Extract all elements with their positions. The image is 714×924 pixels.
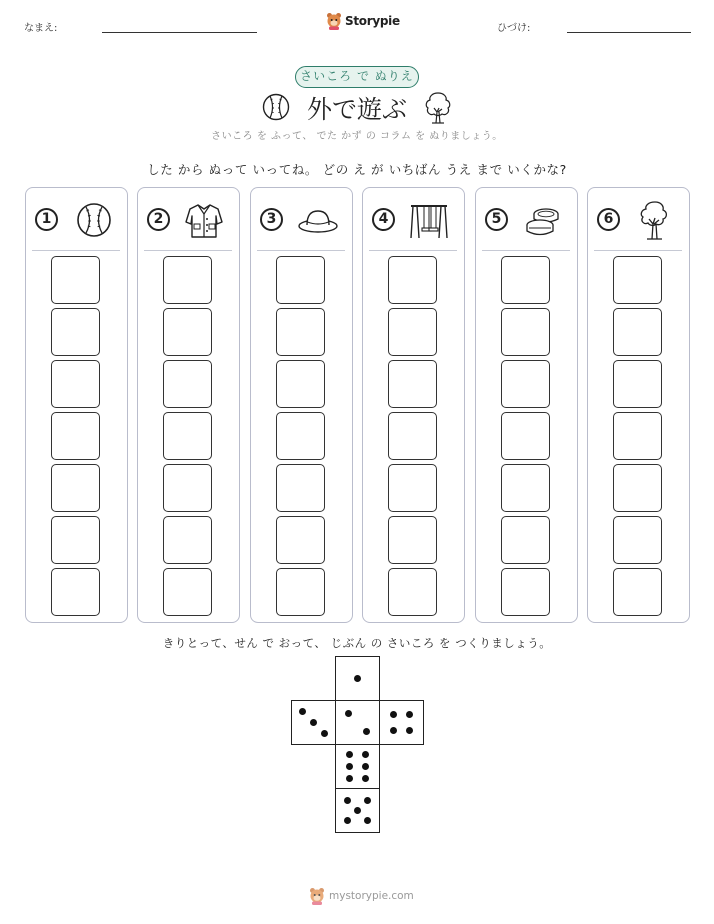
color-box[interactable] (276, 568, 325, 616)
column-5 (475, 187, 578, 623)
column-6 (587, 187, 690, 623)
column-header (588, 188, 689, 251)
pip (346, 751, 353, 758)
color-box[interactable] (276, 516, 325, 564)
column-divider (482, 250, 570, 251)
pip (321, 730, 328, 737)
column-divider (257, 250, 345, 251)
color-box[interactable] (501, 568, 550, 616)
pip (346, 763, 353, 770)
color-box[interactable] (388, 568, 437, 616)
column-3 (250, 187, 353, 623)
die-face-3 (291, 700, 336, 745)
pip (345, 710, 352, 717)
color-box[interactable] (51, 464, 100, 512)
bear-logo-icon (326, 12, 342, 30)
baseball-icon (70, 200, 114, 240)
pip (362, 763, 369, 770)
pip (406, 711, 413, 718)
color-box[interactable] (276, 360, 325, 408)
color-box[interactable] (163, 412, 212, 460)
column-divider (144, 250, 232, 251)
color-box[interactable] (388, 256, 437, 304)
swing-icon (407, 200, 451, 240)
pip (364, 797, 371, 804)
color-box[interactable] (388, 516, 437, 564)
column-1 (25, 187, 128, 623)
column-number: 1 (35, 208, 58, 231)
color-box[interactable] (276, 464, 325, 512)
subtitle: さいころ を ふって、 でた かず の コラム を ぬりましょう。 (211, 131, 503, 142)
tree-icon (421, 90, 455, 124)
die-face-1 (335, 656, 380, 701)
pip (354, 675, 361, 682)
color-box[interactable] (51, 360, 100, 408)
color-box[interactable] (163, 516, 212, 564)
column-2 (137, 187, 240, 623)
name-line (102, 32, 257, 33)
color-box[interactable] (501, 412, 550, 460)
column-header (138, 188, 239, 251)
color-box[interactable] (276, 256, 325, 304)
hat-icon (295, 200, 339, 240)
pip (390, 727, 397, 734)
color-box[interactable] (163, 360, 212, 408)
column-divider (32, 250, 120, 251)
die-face-6 (335, 744, 380, 789)
color-box[interactable] (163, 568, 212, 616)
color-box[interactable] (501, 464, 550, 512)
column-number: 3 (260, 208, 283, 231)
color-box[interactable] (163, 308, 212, 356)
instruction-text: した から ぬって いってね。 どの え が いちばん うえ まで いくかな? (147, 162, 567, 177)
column-header (251, 188, 352, 251)
color-box[interactable] (163, 256, 212, 304)
activity-badge: さいころ で ぬりえ (295, 66, 419, 88)
column-divider (594, 250, 682, 251)
color-box[interactable] (501, 360, 550, 408)
color-box[interactable] (613, 464, 662, 512)
color-box[interactable] (51, 516, 100, 564)
color-box[interactable] (613, 308, 662, 356)
page-title: 外で遊ぶ (306, 95, 407, 124)
column-number: 6 (597, 208, 620, 231)
column-divider (369, 250, 457, 251)
pip (299, 708, 306, 715)
color-box[interactable] (613, 412, 662, 460)
color-box[interactable] (51, 308, 100, 356)
die-face-5 (335, 788, 380, 833)
die-face-2 (335, 700, 380, 745)
color-box[interactable] (613, 516, 662, 564)
color-box[interactable] (613, 360, 662, 408)
pip (364, 817, 371, 824)
color-box[interactable] (388, 464, 437, 512)
column-number: 5 (485, 208, 508, 231)
column-number: 2 (147, 208, 170, 231)
jacket-icon (182, 200, 226, 240)
color-box[interactable] (613, 256, 662, 304)
pip (344, 817, 351, 824)
brand-name: Storypie (345, 14, 400, 28)
pip (362, 775, 369, 782)
cut-instruction: きりとって、せん で おって、 じぶん の さいころ を つくりましょう。 (162, 636, 552, 650)
color-box[interactable] (51, 412, 100, 460)
tree-icon (632, 200, 676, 240)
date-label: ひづけ: (497, 23, 531, 34)
color-box[interactable] (388, 360, 437, 408)
pip (363, 728, 370, 735)
color-box[interactable] (276, 412, 325, 460)
pip (362, 751, 369, 758)
column-4 (362, 187, 465, 623)
pip (406, 727, 413, 734)
color-box[interactable] (163, 464, 212, 512)
bear-logo-icon (309, 887, 325, 905)
column-header (26, 188, 127, 251)
die-face-4 (379, 700, 424, 745)
pip (344, 797, 351, 804)
column-header (476, 188, 577, 251)
color-box[interactable] (51, 568, 100, 616)
color-box[interactable] (613, 568, 662, 616)
pip (354, 807, 361, 814)
footer (309, 887, 414, 905)
color-box[interactable] (501, 308, 550, 356)
color-box[interactable] (388, 412, 437, 460)
footer-url[interactable]: mystorypie.com (329, 890, 414, 902)
brand-logo (326, 12, 400, 30)
color-box[interactable] (501, 516, 550, 564)
pip (310, 719, 317, 726)
color-box[interactable] (276, 308, 325, 356)
pip (390, 711, 397, 718)
color-box[interactable] (501, 256, 550, 304)
column-number: 4 (372, 208, 395, 231)
date-line (567, 32, 691, 33)
color-box[interactable] (388, 308, 437, 356)
sunscreen-jar-icon (520, 200, 564, 240)
column-header (363, 188, 464, 251)
name-label: なまえ: (24, 23, 58, 34)
color-box[interactable] (51, 256, 100, 304)
pip (346, 775, 353, 782)
